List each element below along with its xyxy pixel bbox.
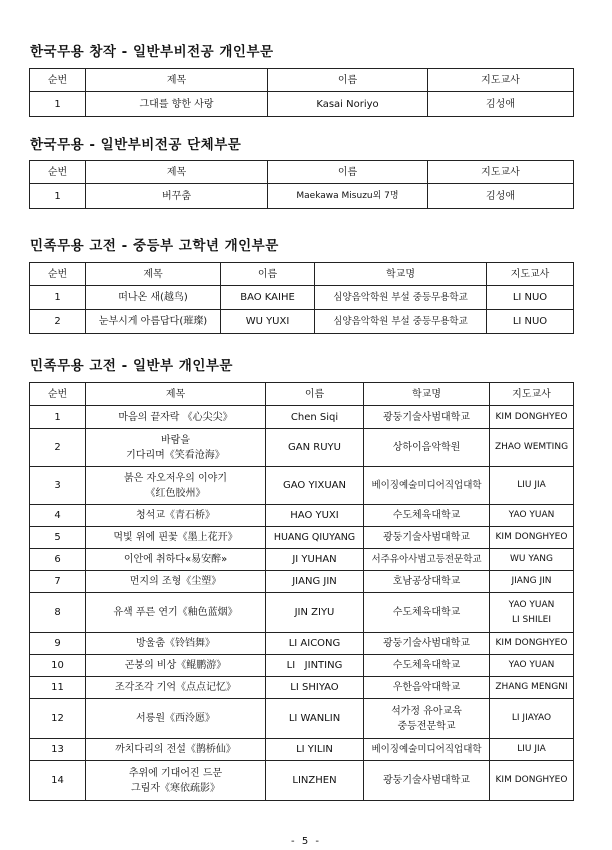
cell: 심양음악학원 부설 중등무용학교 xyxy=(315,286,487,310)
cell: 청석교《青石桥》 xyxy=(86,505,266,527)
cell: JI YUHAN xyxy=(266,549,364,571)
section-2-title: 한국무용 - 일반부비전공 단체부문 xyxy=(30,137,242,153)
cell: 유색 푸른 연기《釉色蓝烟》 xyxy=(86,593,266,633)
cell: LINZHEN xyxy=(266,761,364,801)
cell: 조각조각 기억《点点记忆》 xyxy=(86,677,266,699)
cell: 1 xyxy=(30,92,86,117)
cell: 호남공상대학교 xyxy=(364,571,490,593)
section-4-title: 민족무용 고전 - 일반부 개인부문 xyxy=(30,358,233,374)
table-row xyxy=(30,505,574,527)
cell: WU YUXI xyxy=(221,310,315,334)
table-row xyxy=(30,406,574,429)
cell: 6 xyxy=(30,549,86,571)
cell: LI JIAYAO xyxy=(490,699,574,739)
col-header: 제목 xyxy=(86,383,266,406)
cell: 2 xyxy=(30,429,86,467)
cell: 김성애 xyxy=(428,184,574,209)
section-3-title: 민족무용 고전 - 중등부 고학년 개인부문 xyxy=(30,238,279,254)
section-1-table xyxy=(29,68,574,117)
col-header: 제목 xyxy=(86,161,268,184)
table-row xyxy=(30,310,574,334)
table-row xyxy=(30,429,574,467)
cell: ZHANG MENGNI xyxy=(490,677,574,699)
cell: 상하이음악학원 xyxy=(364,429,490,467)
cell: 4 xyxy=(30,505,86,527)
cell: 방울춤《铃铛舞》 xyxy=(86,633,266,655)
cell: 먼지의 조형《尘塑》 xyxy=(86,571,266,593)
col-header: 학교명 xyxy=(315,263,487,286)
cell: JIANG JIN xyxy=(266,571,364,593)
cell: LIU JIA xyxy=(490,739,574,761)
col-header: 이름 xyxy=(221,263,315,286)
cell: 11 xyxy=(30,677,86,699)
cell: 이안에 취하다«易安醉» xyxy=(86,549,266,571)
cell: 김성애 xyxy=(428,92,574,117)
col-header: 순번 xyxy=(30,161,86,184)
table-row xyxy=(30,467,574,505)
cell: 먹빛 위에 핀꽃《墨上花开》 xyxy=(86,527,266,549)
cell: 까치다리의 전설《鹊桥仙》 xyxy=(86,739,266,761)
cell: 10 xyxy=(30,655,86,677)
col-header: 순번 xyxy=(30,263,86,286)
table-row xyxy=(30,677,574,699)
cell: 바람을 기다리며《笑看沧海》 xyxy=(86,429,266,467)
cell: 그대를 향한 사랑 xyxy=(86,92,268,117)
cell: Chen Siqi xyxy=(266,406,364,429)
col-header: 학교명 xyxy=(364,383,490,406)
col-header: 제목 xyxy=(86,69,268,92)
cell: BAO KAIHE xyxy=(221,286,315,310)
cell: LI WANLIN xyxy=(266,699,364,739)
cell: 붉은 자오저우의 이야기 《红色胶州》 xyxy=(86,467,266,505)
cell: 버꾸춤 xyxy=(86,184,268,209)
cell: 14 xyxy=(30,761,86,801)
col-header: 지도교사 xyxy=(428,69,574,92)
section-1-title: 한국무용 창작 - 일반부비전공 개인부문 xyxy=(30,44,274,60)
table-header-row xyxy=(30,263,574,286)
cell: YAO YUAN xyxy=(490,505,574,527)
table-row xyxy=(30,549,574,571)
cell: JIN ZIYU xyxy=(266,593,364,633)
cell: 13 xyxy=(30,739,86,761)
cell: KIM DONGHYEO xyxy=(490,761,574,801)
cell: 2 xyxy=(30,310,86,334)
table-header-row xyxy=(30,69,574,92)
cell: 수도체육대학교 xyxy=(364,593,490,633)
cell: GAO YIXUAN xyxy=(266,467,364,505)
table-row xyxy=(30,761,574,801)
cell: 베이징예술미디어직업대학 xyxy=(364,739,490,761)
cell: 1 xyxy=(30,406,86,429)
cell: 1 xyxy=(30,286,86,310)
cell: 1 xyxy=(30,184,86,209)
cell: LI NUO xyxy=(487,310,574,334)
col-header: 이름 xyxy=(266,383,364,406)
cell: JIANG JIN xyxy=(490,571,574,593)
cell: 심양음악학원 부설 중등무용학교 xyxy=(315,310,487,334)
cell: YAO YUAN LI SHILEI xyxy=(490,593,574,633)
cell: KIM DONGHYEO xyxy=(490,633,574,655)
col-header: 지도교사 xyxy=(428,161,574,184)
cell: KIM DONGHYEO xyxy=(490,527,574,549)
table-row xyxy=(30,593,574,633)
cell: Kasai Noriyo xyxy=(268,92,428,117)
cell: 광둥기술사범대학교 xyxy=(364,761,490,801)
cell: 석가정 유아교육 중등전문학교 xyxy=(364,699,490,739)
cell: HUANG QIUYANG xyxy=(266,527,364,549)
table-row xyxy=(30,527,574,549)
cell: 추위에 기대어진 드문 그림자《寒依疏影》 xyxy=(86,761,266,801)
cell: 베이징예술미디어직업대학 xyxy=(364,467,490,505)
cell: 서릉원《西泠愿》 xyxy=(86,699,266,739)
col-header: 이름 xyxy=(268,69,428,92)
section-4-table xyxy=(29,382,574,801)
cell: 3 xyxy=(30,467,86,505)
cell: YAO YUAN xyxy=(490,655,574,677)
cell: 8 xyxy=(30,593,86,633)
cell: 12 xyxy=(30,699,86,739)
col-header: 지도교사 xyxy=(490,383,574,406)
cell: HAO YUXI xyxy=(266,505,364,527)
section-3-table xyxy=(29,262,574,334)
cell: LI YILIN xyxy=(266,739,364,761)
cell: 서주유아사범고등전문학교 xyxy=(364,549,490,571)
cell: 곤붕의 비상《鲲鹏游》 xyxy=(86,655,266,677)
cell: LI SHIYAO xyxy=(266,677,364,699)
table-row xyxy=(30,633,574,655)
table-row xyxy=(30,286,574,310)
table-row xyxy=(30,571,574,593)
cell: 수도체육대학교 xyxy=(364,655,490,677)
col-header: 제목 xyxy=(86,263,221,286)
page-number: - 5 - xyxy=(291,836,321,847)
table-row xyxy=(30,92,574,117)
cell: KIM DONGHYEO xyxy=(490,406,574,429)
table-header-row xyxy=(30,161,574,184)
cell: GAN RUYU xyxy=(266,429,364,467)
section-2-table xyxy=(29,160,574,209)
table-row xyxy=(30,699,574,739)
cell: LIU JIA xyxy=(490,467,574,505)
cell: 광둥기술사범대학교 xyxy=(364,633,490,655)
table-header-row xyxy=(30,383,574,406)
col-header: 순번 xyxy=(30,69,86,92)
col-header: 지도교사 xyxy=(487,263,574,286)
cell: ZHAO WEMTING xyxy=(490,429,574,467)
cell: 눈부시게 아름답다(璀璨) xyxy=(86,310,221,334)
table-row xyxy=(30,739,574,761)
col-header: 이름 xyxy=(268,161,428,184)
cell: 우한음악대학교 xyxy=(364,677,490,699)
col-header: 순번 xyxy=(30,383,86,406)
cell: 광둥기술사범대학교 xyxy=(364,406,490,429)
cell: 5 xyxy=(30,527,86,549)
table-row xyxy=(30,655,574,677)
cell: LI AICONG xyxy=(266,633,364,655)
cell: 떠나온 새(越鸟) xyxy=(86,286,221,310)
cell: 광둥기술사범대학교 xyxy=(364,527,490,549)
cell: LI JINTING xyxy=(266,655,364,677)
cell: WU YANG xyxy=(490,549,574,571)
cell: Maekawa Misuzu외 7명 xyxy=(268,184,428,209)
cell: LI NUO xyxy=(487,286,574,310)
cell: 9 xyxy=(30,633,86,655)
cell: 마음의 끝자락 《心尖尖》 xyxy=(86,406,266,429)
cell: 7 xyxy=(30,571,86,593)
cell: 수도체육대학교 xyxy=(364,505,490,527)
table-row xyxy=(30,184,574,209)
